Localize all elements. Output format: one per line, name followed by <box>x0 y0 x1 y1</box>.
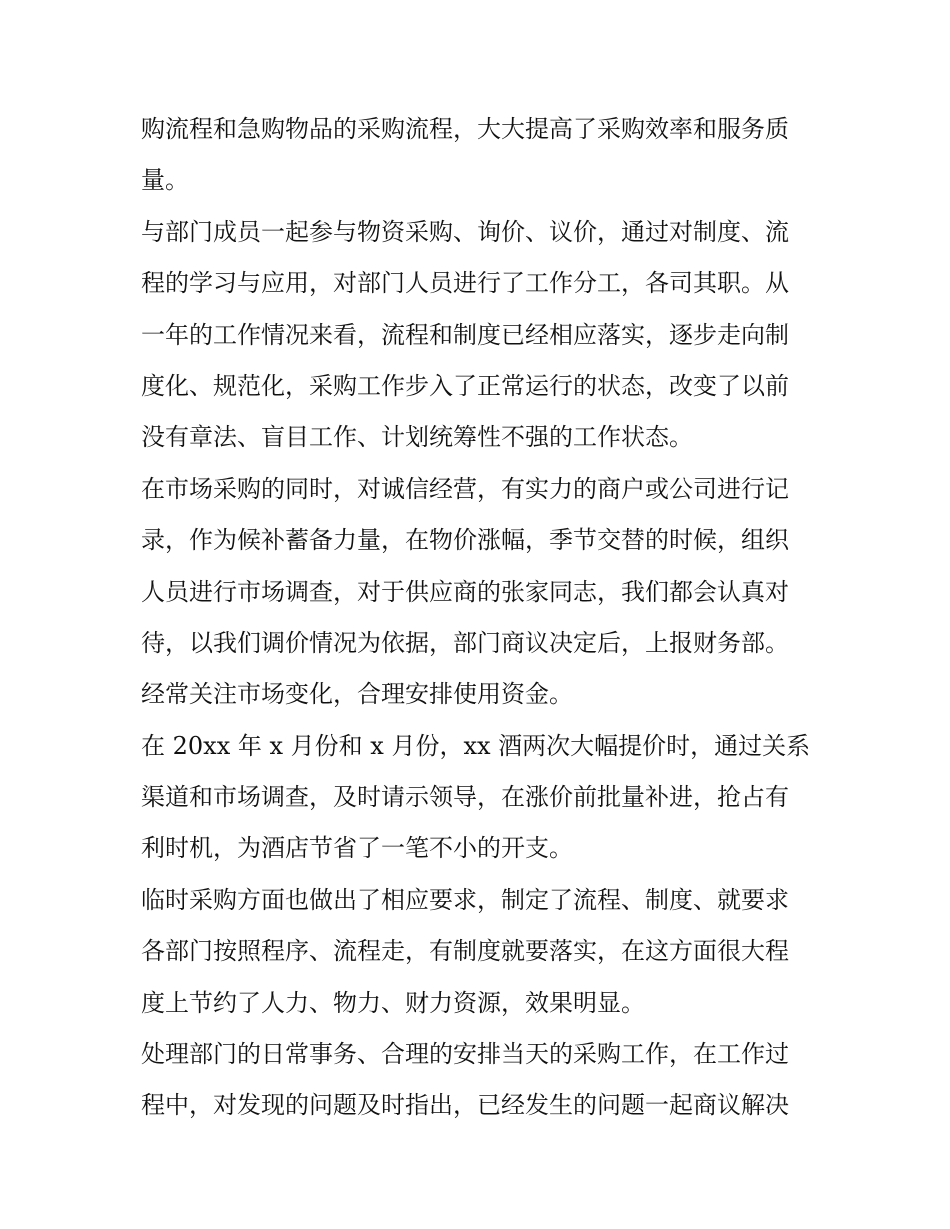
text-line: 与部门成员一起参与物资采购、询价、议价，通过对制度、流 <box>141 217 789 246</box>
text-line: 量。 <box>141 166 189 195</box>
text-line: 录，作为候补蓄备力量，在物价涨幅，季节交替的时候，组织 <box>141 526 789 555</box>
document-body <box>141 104 817 1132</box>
text-line: 度上节约了人力、物力、财力资源，效果明显。 <box>141 988 645 1017</box>
text-line: 渠道和市场调查，及时请示领导，在涨价前批量补进，抢占有 <box>141 783 789 812</box>
text-line: 购流程和急购物品的采购流程，大大提高了采购效率和服务质 <box>141 115 789 143</box>
text-line: 待，以我们调价情况为依据，部门商议决定后，上报财务部。 <box>141 628 789 657</box>
text-line: 在 20xx 年 x 月份和 x 月份，xx 酒两次大幅提价时，通过关系 <box>141 731 811 760</box>
text-line: 程的学习与应用，对部门人员进行了工作分工，各司其职。从 <box>141 269 789 298</box>
text-line: 程中，对发现的问题及时指出，已经发生的问题一起商议解决 <box>141 1091 789 1120</box>
text-line: 度化、规范化，采购工作步入了正常运行的状态，改变了以前 <box>141 371 789 400</box>
text-line: 人员进行市场调查，对于供应商的张家同志，我们都会认真对 <box>141 577 789 606</box>
text-line: 处理部门的日常事务、合理的安排当天的采购工作，在工作过 <box>141 1040 789 1069</box>
text-line: 没有章法、盲目工作、计划统筹性不强的工作状态。 <box>141 423 693 452</box>
text-line: 一年的工作情况来看，流程和制度已经相应落实，逐步走向制 <box>141 320 789 349</box>
text-line: 利时机，为酒店节省了一笔不小的开支。 <box>141 834 573 863</box>
text-line: 临时采购方面也做出了相应要求，制定了流程、制度、就要求 <box>141 885 789 914</box>
text-line: 各部门按照程序、流程走，有制度就要落实，在这方面很大程 <box>141 937 789 966</box>
text-line: 经常关注市场变化，合理安排使用资金。 <box>141 680 573 709</box>
text-line: 在市场采购的同时，对诚信经营，有实力的商户或公司进行记 <box>141 474 789 503</box>
